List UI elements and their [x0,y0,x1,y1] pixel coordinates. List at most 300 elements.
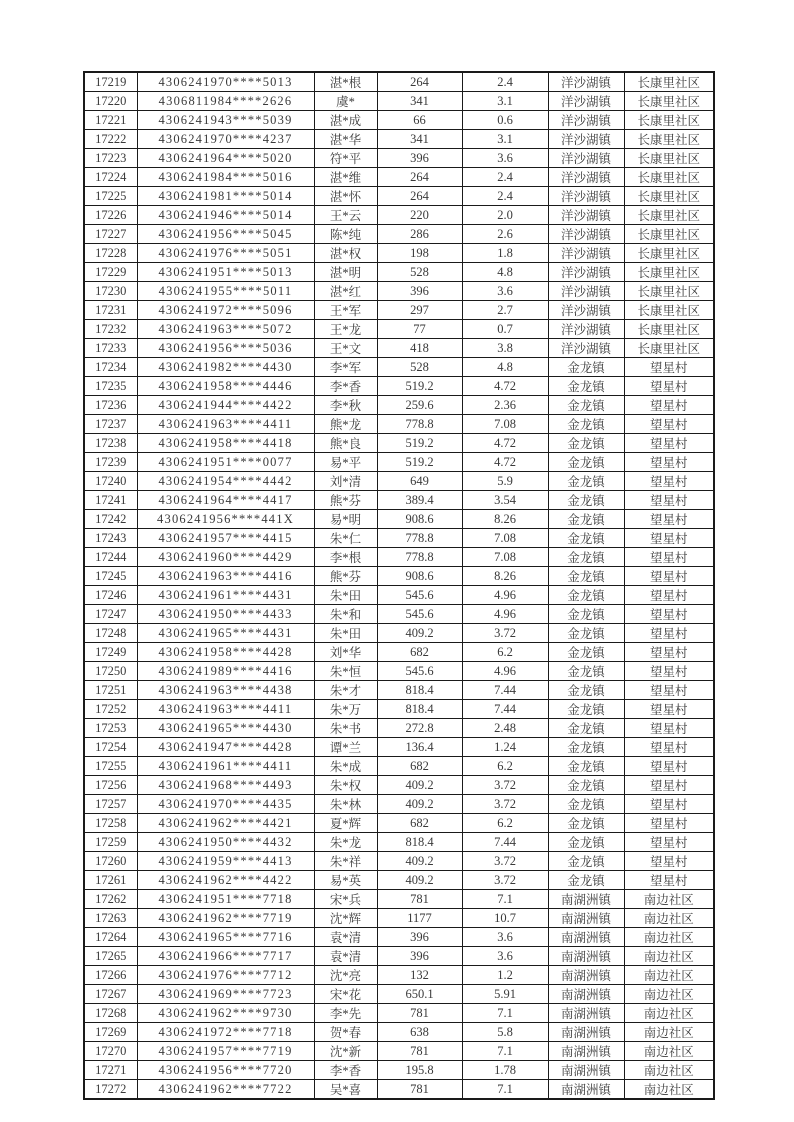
cell-amount: 409.2 [377,795,462,814]
table-row [84,472,714,491]
cell-serial-number: 17239 [84,453,137,472]
table-row [84,795,714,814]
cell-village-name: 长康里社区 [624,320,714,339]
cell-quantity: 2.0 [462,206,548,225]
cell-quantity: 3.72 [462,624,548,643]
cell-name-masked: 熊*芬 [314,491,377,510]
cell-serial-number: 17256 [84,776,137,795]
cell-amount: 545.6 [377,605,462,624]
cell-serial-number: 17267 [84,985,137,1004]
cell-amount: 682 [377,757,462,776]
cell-quantity: 3.8 [462,339,548,358]
cell-quantity: 3.1 [462,92,548,111]
cell-quantity: 3.72 [462,871,548,890]
cell-village-name: 长康里社区 [624,111,714,130]
cell-serial-number: 17221 [84,111,137,130]
cell-id-card-masked: 4306241961****4411 [137,757,314,776]
cell-quantity: 4.96 [462,605,548,624]
table-row [84,111,714,130]
cell-serial-number: 17238 [84,434,137,453]
cell-name-masked: 谭*兰 [314,738,377,757]
cell-amount: 396 [377,149,462,168]
cell-amount: 396 [377,928,462,947]
cell-serial-number: 17230 [84,282,137,301]
cell-town-name: 金龙镇 [548,529,624,548]
cell-amount: 519.2 [377,453,462,472]
cell-quantity: 4.72 [462,434,548,453]
cell-amount: 272.8 [377,719,462,738]
cell-amount: 519.2 [377,377,462,396]
cell-village-name: 望星村 [624,833,714,852]
cell-serial-number: 17262 [84,890,137,909]
cell-town-name: 金龙镇 [548,624,624,643]
cell-amount: 682 [377,814,462,833]
cell-village-name: 望星村 [624,700,714,719]
cell-id-card-masked: 4306241961****4431 [137,586,314,605]
cell-town-name: 金龙镇 [548,453,624,472]
table-row [84,282,714,301]
cell-village-name: 长康里社区 [624,130,714,149]
cell-quantity: 0.6 [462,111,548,130]
cell-quantity: 7.44 [462,700,548,719]
cell-amount: 286 [377,225,462,244]
cell-town-name: 金龙镇 [548,833,624,852]
cell-id-card-masked: 4306241968****4493 [137,776,314,795]
cell-amount: 818.4 [377,681,462,700]
cell-serial-number: 17242 [84,510,137,529]
cell-name-masked: 王*云 [314,206,377,225]
cell-name-masked: 湛*红 [314,282,377,301]
cell-town-name: 南湖洲镇 [548,1023,624,1042]
cell-quantity: 5.8 [462,1023,548,1042]
cell-serial-number: 17269 [84,1023,137,1042]
cell-quantity: 7.1 [462,1042,548,1061]
cell-village-name: 南边社区 [624,985,714,1004]
cell-name-masked: 熊*龙 [314,415,377,434]
cell-serial-number: 17228 [84,244,137,263]
cell-village-name: 长康里社区 [624,187,714,206]
cell-serial-number: 17254 [84,738,137,757]
cell-town-name: 南湖洲镇 [548,1004,624,1023]
cell-serial-number: 17248 [84,624,137,643]
table-row [84,72,714,92]
cell-town-name: 南湖洲镇 [548,1061,624,1080]
cell-village-name: 望星村 [624,377,714,396]
cell-name-masked: 朱*和 [314,605,377,624]
cell-serial-number: 17246 [84,586,137,605]
cell-amount: 778.8 [377,415,462,434]
cell-amount: 545.6 [377,662,462,681]
table-row [84,377,714,396]
cell-name-masked: 宋*花 [314,985,377,1004]
cell-village-name: 望星村 [624,586,714,605]
table-row [84,358,714,377]
cell-id-card-masked: 4306241958****4428 [137,643,314,662]
cell-serial-number: 17241 [84,491,137,510]
cell-serial-number: 17235 [84,377,137,396]
cell-quantity: 1.78 [462,1061,548,1080]
cell-serial-number: 17227 [84,225,137,244]
cell-quantity: 7.44 [462,833,548,852]
cell-id-card-masked: 4306241965****4430 [137,719,314,738]
cell-amount: 778.8 [377,529,462,548]
cell-town-name: 金龙镇 [548,472,624,491]
cell-amount: 409.2 [377,776,462,795]
cell-name-masked: 熊*良 [314,434,377,453]
cell-town-name: 金龙镇 [548,510,624,529]
cell-quantity: 4.72 [462,453,548,472]
cell-serial-number: 17232 [84,320,137,339]
cell-village-name: 长康里社区 [624,206,714,225]
cell-serial-number: 17261 [84,871,137,890]
cell-village-name: 南边社区 [624,1004,714,1023]
cell-name-masked: 沈*亮 [314,966,377,985]
cell-quantity: 6.2 [462,814,548,833]
cell-town-name: 金龙镇 [548,814,624,833]
cell-name-masked: 湛*怀 [314,187,377,206]
table-row [84,662,714,681]
cell-id-card-masked: 4306241970****5013 [137,72,314,92]
table-row [84,1004,714,1023]
cell-id-card-masked: 4306241969****7723 [137,985,314,1004]
cell-amount: 136.4 [377,738,462,757]
cell-village-name: 望星村 [624,757,714,776]
cell-amount: 396 [377,947,462,966]
cell-town-name: 金龙镇 [548,586,624,605]
cell-quantity: 1.2 [462,966,548,985]
table-row [84,833,714,852]
cell-quantity: 8.26 [462,510,548,529]
cell-village-name: 望星村 [624,396,714,415]
cell-village-name: 南边社区 [624,1042,714,1061]
cell-amount: 908.6 [377,567,462,586]
cell-id-card-masked: 4306241976****7712 [137,966,314,985]
cell-quantity: 6.2 [462,757,548,776]
cell-quantity: 1.24 [462,738,548,757]
cell-id-card-masked: 4306241944****4422 [137,396,314,415]
cell-village-name: 望星村 [624,491,714,510]
cell-name-masked: 李*秋 [314,396,377,415]
cell-serial-number: 17237 [84,415,137,434]
cell-serial-number: 17247 [84,605,137,624]
cell-town-name: 金龙镇 [548,377,624,396]
cell-town-name: 洋沙湖镇 [548,111,624,130]
cell-name-masked: 熊*芬 [314,567,377,586]
cell-quantity: 4.96 [462,662,548,681]
cell-id-card-masked: 4306241962****9730 [137,1004,314,1023]
cell-serial-number: 17225 [84,187,137,206]
cell-quantity: 7.08 [462,415,548,434]
table-row [84,738,714,757]
table-row [84,1023,714,1042]
cell-village-name: 南边社区 [624,1061,714,1080]
cell-quantity: 2.36 [462,396,548,415]
cell-id-card-masked: 4306241970****4435 [137,795,314,814]
cell-serial-number: 17224 [84,168,137,187]
cell-name-masked: 易*明 [314,510,377,529]
cell-town-name: 金龙镇 [548,548,624,567]
table-row [84,510,714,529]
cell-village-name: 望星村 [624,719,714,738]
cell-village-name: 望星村 [624,871,714,890]
table-row [84,320,714,339]
cell-quantity: 3.72 [462,852,548,871]
cell-amount: 389.4 [377,491,462,510]
cell-quantity: 2.4 [462,72,548,92]
cell-village-name: 望星村 [624,624,714,643]
cell-town-name: 南湖洲镇 [548,985,624,1004]
cell-amount: 908.6 [377,510,462,529]
cell-town-name: 金龙镇 [548,776,624,795]
cell-town-name: 洋沙湖镇 [548,130,624,149]
cell-amount: 519.2 [377,434,462,453]
cell-amount: 264 [377,187,462,206]
cell-id-card-masked: 4306241957****7719 [137,1042,314,1061]
cell-id-card-masked: 4306241960****4429 [137,548,314,567]
cell-id-card-masked: 4306241964****4417 [137,491,314,510]
cell-name-masked: 沈*新 [314,1042,377,1061]
cell-town-name: 洋沙湖镇 [548,187,624,206]
cell-serial-number: 17271 [84,1061,137,1080]
table-row [84,396,714,415]
cell-id-card-masked: 4306241951****7718 [137,890,314,909]
cell-amount: 409.2 [377,852,462,871]
cell-village-name: 望星村 [624,852,714,871]
cell-amount: 341 [377,92,462,111]
cell-village-name: 南边社区 [624,890,714,909]
table-row [84,567,714,586]
cell-serial-number: 17259 [84,833,137,852]
cell-serial-number: 17219 [84,72,137,92]
cell-serial-number: 17253 [84,719,137,738]
cell-amount: 220 [377,206,462,225]
cell-amount: 195.8 [377,1061,462,1080]
cell-town-name: 金龙镇 [548,567,624,586]
cell-id-card-masked: 4306241959****4413 [137,852,314,871]
cell-village-name: 望星村 [624,434,714,453]
cell-village-name: 望星村 [624,681,714,700]
table-body [84,72,714,1099]
cell-village-name: 南边社区 [624,1023,714,1042]
cell-name-masked: 沈*辉 [314,909,377,928]
cell-town-name: 南湖洲镇 [548,890,624,909]
cell-town-name: 南湖洲镇 [548,966,624,985]
table-row [84,301,714,320]
table-row [84,130,714,149]
cell-town-name: 金龙镇 [548,662,624,681]
cell-serial-number: 17260 [84,852,137,871]
cell-village-name: 长康里社区 [624,282,714,301]
table-row [84,1061,714,1080]
cell-serial-number: 17249 [84,643,137,662]
cell-id-card-masked: 4306241943****5039 [137,111,314,130]
cell-id-card-masked: 4306241981****5014 [137,187,314,206]
cell-amount: 781 [377,1004,462,1023]
cell-town-name: 洋沙湖镇 [548,263,624,282]
cell-quantity: 8.26 [462,567,548,586]
table-row [84,719,714,738]
cell-amount: 528 [377,358,462,377]
cell-id-card-masked: 4306241947****4428 [137,738,314,757]
cell-quantity: 2.48 [462,719,548,738]
cell-quantity: 7.44 [462,681,548,700]
cell-id-card-masked: 4306241963****4411 [137,415,314,434]
cell-name-masked: 朱*龙 [314,833,377,852]
cell-quantity: 0.7 [462,320,548,339]
cell-town-name: 金龙镇 [548,415,624,434]
cell-name-masked: 湛*华 [314,130,377,149]
cell-village-name: 南边社区 [624,947,714,966]
cell-serial-number: 17220 [84,92,137,111]
cell-village-name: 长康里社区 [624,225,714,244]
table-row [84,871,714,890]
cell-town-name: 洋沙湖镇 [548,301,624,320]
cell-id-card-masked: 4306241958****4418 [137,434,314,453]
cell-village-name: 望星村 [624,776,714,795]
cell-name-masked: 李*军 [314,358,377,377]
cell-serial-number: 17245 [84,567,137,586]
cell-id-card-masked: 4306241972****5096 [137,301,314,320]
cell-town-name: 洋沙湖镇 [548,320,624,339]
table-row [84,1080,714,1100]
cell-village-name: 南边社区 [624,1080,714,1100]
data-table [83,71,715,1100]
cell-village-name: 望星村 [624,605,714,624]
cell-quantity: 3.6 [462,149,548,168]
table-row [84,757,714,776]
cell-name-masked: 朱*田 [314,624,377,643]
cell-village-name: 长康里社区 [624,339,714,358]
cell-village-name: 长康里社区 [624,149,714,168]
cell-quantity: 5.91 [462,985,548,1004]
cell-village-name: 望星村 [624,548,714,567]
table-row [84,814,714,833]
cell-town-name: 南湖洲镇 [548,947,624,966]
cell-quantity: 1.8 [462,244,548,263]
cell-amount: 396 [377,282,462,301]
cell-name-masked: 李*先 [314,1004,377,1023]
cell-serial-number: 17240 [84,472,137,491]
cell-town-name: 金龙镇 [548,738,624,757]
cell-name-masked: 朱*才 [314,681,377,700]
cell-id-card-masked: 4306241963****4411 [137,700,314,719]
cell-town-name: 南湖洲镇 [548,909,624,928]
cell-amount: 528 [377,263,462,282]
cell-name-masked: 朱*仁 [314,529,377,548]
cell-village-name: 望星村 [624,738,714,757]
cell-town-name: 洋沙湖镇 [548,282,624,301]
cell-serial-number: 17258 [84,814,137,833]
cell-name-masked: 湛*维 [314,168,377,187]
cell-id-card-masked: 4306241956****5036 [137,339,314,358]
cell-village-name: 长康里社区 [624,301,714,320]
table-row [84,776,714,795]
cell-serial-number: 17270 [84,1042,137,1061]
cell-name-masked: 湛*明 [314,263,377,282]
cell-amount: 818.4 [377,833,462,852]
cell-quantity: 2.7 [462,301,548,320]
cell-id-card-masked: 4306241972****7718 [137,1023,314,1042]
cell-serial-number: 17226 [84,206,137,225]
cell-name-masked: 王*龙 [314,320,377,339]
cell-id-card-masked: 4306241957****4415 [137,529,314,548]
cell-quantity: 3.1 [462,130,548,149]
cell-name-masked: 吴*喜 [314,1080,377,1100]
cell-quantity: 2.4 [462,168,548,187]
cell-town-name: 南湖洲镇 [548,1042,624,1061]
cell-quantity: 7.1 [462,890,548,909]
cell-id-card-masked: 4306241989****4416 [137,662,314,681]
table-row [84,434,714,453]
cell-village-name: 南边社区 [624,909,714,928]
table-row [84,149,714,168]
cell-id-card-masked: 4306241946****5014 [137,206,314,225]
cell-village-name: 望星村 [624,567,714,586]
cell-id-card-masked: 4306241950****4432 [137,833,314,852]
cell-quantity: 4.8 [462,263,548,282]
cell-name-masked: 王*文 [314,339,377,358]
cell-amount: 418 [377,339,462,358]
cell-quantity: 2.4 [462,187,548,206]
cell-id-card-masked: 4306241965****7716 [137,928,314,947]
cell-quantity: 4.8 [462,358,548,377]
cell-amount: 682 [377,643,462,662]
cell-name-masked: 陈*纯 [314,225,377,244]
cell-serial-number: 17263 [84,909,137,928]
cell-town-name: 金龙镇 [548,643,624,662]
cell-town-name: 金龙镇 [548,852,624,871]
cell-town-name: 金龙镇 [548,757,624,776]
cell-id-card-masked: 4306241964****5020 [137,149,314,168]
cell-serial-number: 17265 [84,947,137,966]
cell-amount: 409.2 [377,871,462,890]
table-row [84,947,714,966]
cell-town-name: 洋沙湖镇 [548,92,624,111]
cell-serial-number: 17252 [84,700,137,719]
cell-amount: 198 [377,244,462,263]
cell-id-card-masked: 4306241962****7719 [137,909,314,928]
cell-id-card-masked: 4306241956****441X [137,510,314,529]
cell-village-name: 望星村 [624,453,714,472]
table-row [84,928,714,947]
cell-village-name: 望星村 [624,529,714,548]
cell-serial-number: 17264 [84,928,137,947]
table-row [84,491,714,510]
table-row [84,586,714,605]
cell-name-masked: 朱*林 [314,795,377,814]
cell-serial-number: 17255 [84,757,137,776]
cell-name-masked: 朱*权 [314,776,377,795]
table-row [84,985,714,1004]
cell-quantity: 4.96 [462,586,548,605]
cell-village-name: 望星村 [624,795,714,814]
cell-town-name: 金龙镇 [548,434,624,453]
cell-amount: 650.1 [377,985,462,1004]
cell-quantity: 3.72 [462,795,548,814]
cell-quantity: 2.6 [462,225,548,244]
cell-town-name: 洋沙湖镇 [548,244,624,263]
cell-village-name: 望星村 [624,643,714,662]
cell-id-card-masked: 4306241951****0077 [137,453,314,472]
cell-quantity: 7.1 [462,1080,548,1100]
cell-amount: 297 [377,301,462,320]
cell-name-masked: 朱*万 [314,700,377,719]
cell-village-name: 长康里社区 [624,92,714,111]
cell-id-card-masked: 4306241954****4442 [137,472,314,491]
cell-town-name: 洋沙湖镇 [548,206,624,225]
cell-quantity: 4.72 [462,377,548,396]
cell-town-name: 金龙镇 [548,700,624,719]
